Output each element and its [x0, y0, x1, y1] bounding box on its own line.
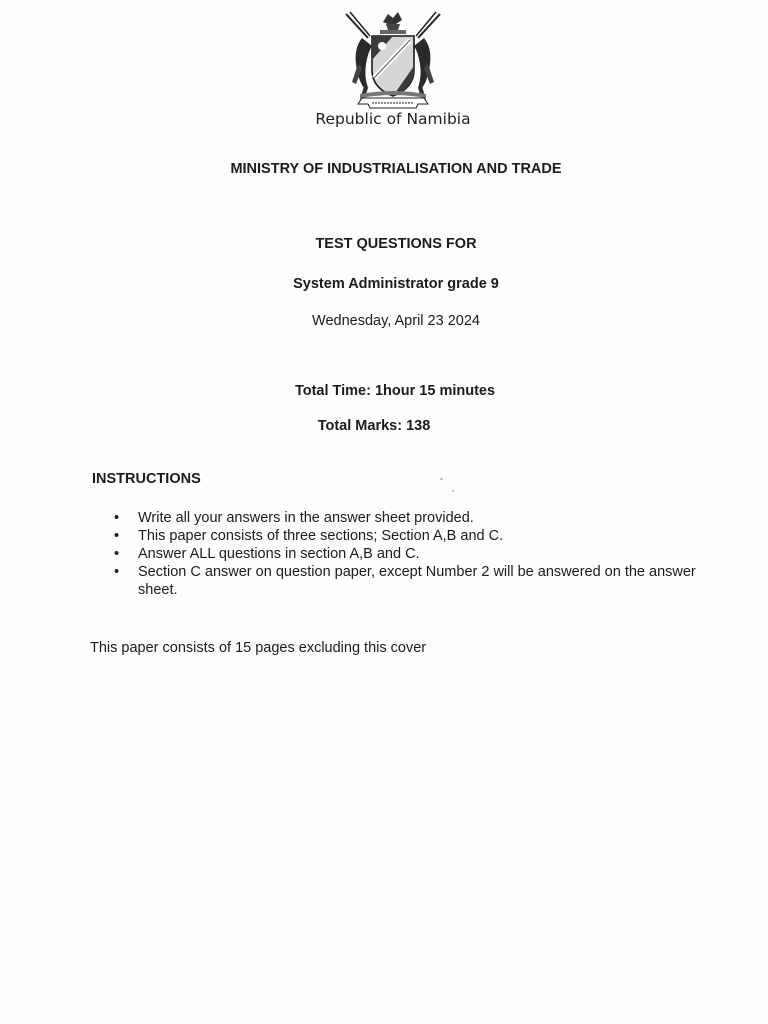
list-item — [112, 563, 712, 599]
namibia-coat-of-arms-icon — [338, 8, 448, 112]
bullet-icon: • — [114, 510, 120, 526]
test-title: TEST QUESTIONS FOR — [315, 236, 477, 252]
total-time: Total Time: 1hour 15 minutes — [294, 383, 496, 399]
bullet-icon: • — [114, 528, 120, 544]
list-item — [112, 527, 712, 545]
instruction-text: This paper consists of three sections; Section A,B and C. — [138, 528, 504, 544]
page-count-note: This paper consists of 15 pages excluding this cover — [90, 640, 427, 656]
exam-date: Wednesday, April 23 2024 — [312, 313, 480, 329]
list-item — [112, 545, 712, 563]
scan-speck — [440, 478, 443, 480]
position-title: System Administrator grade 9 — [293, 276, 499, 292]
ministry-title: MINISTRY OF INDUSTRIALISATION AND TRADE — [230, 161, 562, 177]
scan-speck — [452, 490, 454, 492]
country-name: Republic of Namibia — [315, 110, 471, 128]
bullet-icon: • — [114, 564, 120, 580]
total-marks: Total Marks: 138 — [317, 418, 431, 434]
instruction-text: Answer ALL questions in section A,B and C. — [138, 546, 420, 562]
instructions-list — [112, 509, 712, 599]
bullet-icon: • — [114, 546, 120, 562]
instructions-heading: INSTRUCTIONS — [92, 471, 201, 487]
instruction-text: Write all your answers in the answer sheet provided. — [138, 510, 474, 526]
list-item — [112, 509, 712, 527]
instruction-text: Section C answer on question paper, except Number 2 will be answered on the answer sheet. — [138, 564, 696, 598]
